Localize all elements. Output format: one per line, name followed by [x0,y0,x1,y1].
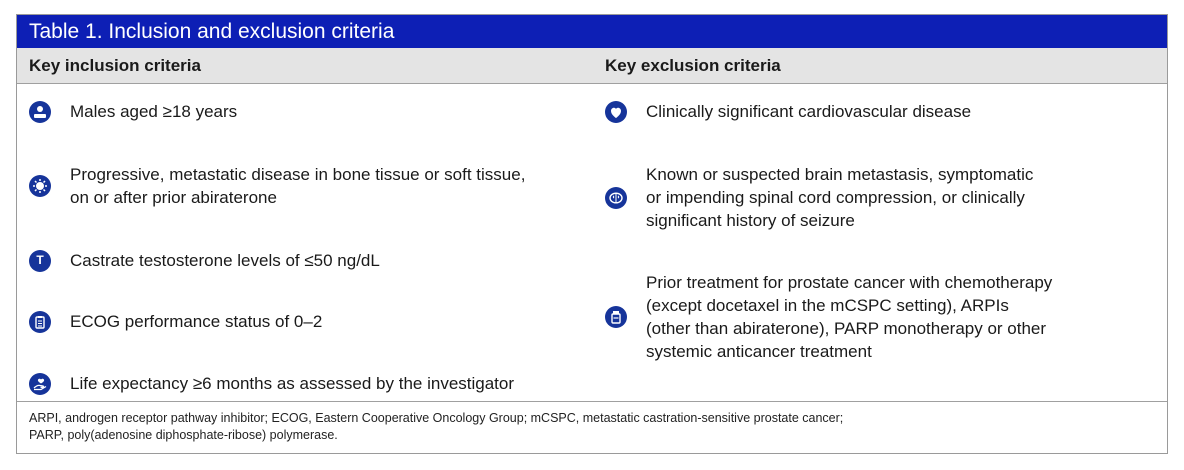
inclusion-text: ECOG performance status of 0–2 [70,312,323,331]
heart-icon [605,101,627,123]
inclusion-item [29,163,525,209]
criteria-table [16,14,1168,454]
medication-bottle-icon [605,306,627,328]
age-18-plus-icon [29,101,51,123]
exclusion-item [605,100,971,123]
exclusion-text: Clinically significant cardiovascular disease [646,102,972,121]
inclusion-text: Castrate testosterone levels of ≤50 ng/dL [70,251,380,270]
inclusion-item [29,100,237,123]
inclusion-header: Key inclusion criteria [29,56,201,75]
inclusion-item [29,372,514,395]
table-header-row [17,48,1167,84]
testosterone-t-icon: T [29,250,51,272]
inclusion-item [29,310,322,333]
exclusion-text: Known or suspected brain metastasis, symptomatic or impending spinal cord compression, or clinically significant history of seizure [646,165,1034,230]
exclusion-text: Prior treatment for prostate cancer with chemotherapy (except docetaxel in the mCSPC setting), ARPIs (other than abiraterone), PARP monotherapy or other systemic anticancer treatment [646,273,1053,361]
inclusion-text: Life expectancy ≥6 months as assessed by the investigator [70,374,515,393]
table-title: Table 1. Inclusion and exclusion criteria [17,15,1167,48]
metastatic-cell-icon [29,175,51,197]
brain-icon [605,187,627,209]
exclusion-header: Key exclusion criteria [605,56,781,75]
exclusion-item [605,271,1052,363]
exclusion-item [605,163,1033,232]
inclusion-item [29,249,380,272]
table-footnote [17,401,1167,453]
inclusion-text: Progressive, metastatic disease in bone tissue or soft tissue, on or after prior abiraterone [70,165,526,207]
inclusion-text: Males aged ≥18 years [70,102,238,121]
footnote-text: ARPI, androgen receptor pathway inhibitor; ECOG, Eastern Cooperative Oncology Group; mCSPC, metastatic castration-sensitive prostate cancer; PARP, poly(adenosine diphosphate-ribose) polymerase. [29,411,844,442]
clipboard-icon [29,311,51,333]
hand-with-heart-icon [29,373,51,395]
